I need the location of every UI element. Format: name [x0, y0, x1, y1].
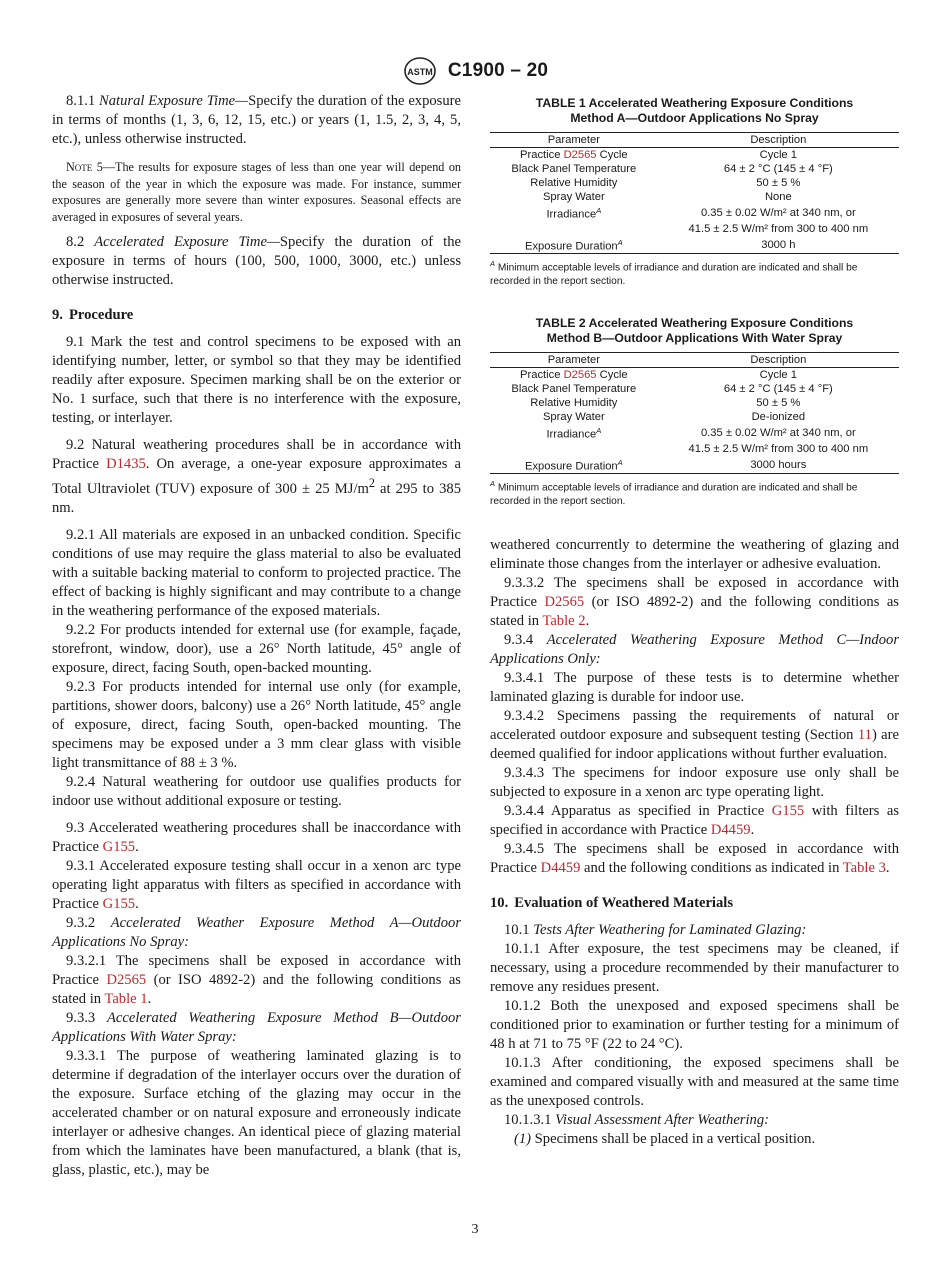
section-9-3-3-1-continued: weathered concurrently to determine the weathering of glazing and eliminate those changes from the interlayer or adhesive evaluation.: [490, 537, 899, 572]
table-2: [490, 316, 899, 508]
svg-text:ASTM: ASTM: [407, 67, 433, 77]
section-9-3-3-2: 9.3.3.2 The specimens shall be exposed in accordance with Practice D2565 (or ISO 4892-2) and the following conditions as stated in Table 2.: [490, 575, 899, 629]
table-2-footnote: $^A$ Minimum acceptable levels of irradiance and duration are indicated and shall be recorded in the report section.: [490, 479, 858, 507]
table-row: 41.5 ± 2.5 W/m² from 300 to 400 nm: [688, 222, 869, 235]
page-number: 3: [471, 1222, 479, 1237]
table-1-grid: [490, 132, 899, 254]
section-9-heading: 9. Procedure: [52, 307, 134, 323]
section-9-2-3: 9.2.3 For products intended for internal use only (for example, partitions, shower doors, balcony) use a 26° North latitude, 45° angle of exposure, direct, facing South, open-backed mounting. The specimens may be exposed under a 3 mm clear glass with visible light transmittance of 88 ± 3 %.: [52, 678, 461, 771]
section-9-2-1: 9.2.1 All materials are exposed in an unbacked condition. Specific conditions of use may require the glass material to also be evaluated with a suitable backing material to conform to projected practice. The effect of backing is highly significant and may contribute to a change in the weathering performance of the exposed materials.: [52, 526, 461, 619]
column-header: Description: [658, 353, 899, 368]
table-row: Relative Humidity 50 ± 5 %: [530, 397, 801, 409]
table-row: Spray Water De-ionized: [542, 411, 806, 423]
table-2-caption: TABLE 2 Accelerated Weathering Exposure Conditions Method B—Outdoor Applications With Water Spray: [535, 316, 854, 345]
section-10-heading: 10. Evaluation of Weathered Materials: [490, 895, 734, 911]
document-id: C1900 – 20: [447, 60, 549, 81]
table-row: Black Panel Temperature 64 ± 2 °C (145 ± 4 °F): [511, 163, 833, 175]
column-header: Description: [658, 133, 899, 148]
section-9-3-2-1: 9.3.2.1 The specimens shall be exposed in accordance with Practice D2565 (or ISO 4892-2) and the following conditions as stated in Table 1.: [52, 952, 461, 1007]
section-10-1-2: 10.1.2 Both the unexposed and exposed specimens shall be conditioned prior to examination or further testing for a minimum of 48 h at 71 to 75 °F (22 to 24 °C).: [490, 998, 899, 1052]
table-1: [490, 96, 899, 288]
g155-link[interactable]: G155: [102, 895, 136, 912]
table-1-footnote: $^A$ Minimum acceptable levels of irradiance and duration are indicated and shall be recorded in the report section.: [490, 259, 858, 287]
section-9-3-4-3: 9.3.4.3 The specimens for indoor exposure use only shall be subjected to exposure in a xenon arc type operating light.: [490, 765, 899, 800]
left-column: [52, 92, 461, 1180]
d4459-link[interactable]: D4459: [540, 860, 581, 876]
d2565-link[interactable]: D2565: [544, 594, 585, 610]
table-row: Relative Humidity 50 ± 5 %: [530, 177, 801, 189]
table-row: Irradiance$^A$ 0.35 ± 0.02 W/m² at 340 nm, or: [546, 426, 856, 441]
table-row: Exposure Duration$^A$ 3000 h: [490, 236, 899, 254]
table-row: Spray Water None: [542, 191, 792, 203]
section-9-3-1: 9.3.1 Accelerated exposure testing shall occur in a xenon arc type operating light apparatus with filters as specified in accordance with Practice G155.: [52, 857, 461, 912]
table-row: Black Panel Temperature 64 ± 2 °C (145 ± 4 °F): [511, 383, 833, 395]
section-10-1: 10.1 Tests After Weathering for Laminated Glazing:: [504, 922, 807, 938]
section-9-3-4-4: 9.3.4.4 Apparatus as specified in Practice G155 with filters as specified in accordance with Practice D4459.: [490, 803, 900, 838]
section-8-2: 8.2 Accelerated Exposure Time—Specify the duration of the exposure in terms of hours (100, 500, 1000, 3000, etc.) unless otherwise instructed.: [52, 234, 461, 288]
section-10-1-1: 10.1.1 After exposure, the test specimens may be cleaned, if necessary, using a procedure recommended by their manufacturer to remove any residues present.: [490, 941, 899, 995]
section-9-3-4: 9.3.4 Accelerated Weathering Exposure Method C—Indoor Applications Only:: [490, 632, 899, 667]
table-row: Irradiance$^A$ 0.35 ± 0.02 W/m² at 340 nm, or: [546, 206, 856, 221]
section-9-3-4-5: 9.3.4.5 The specimens shall be exposed in accordance with Practice D4459 and the following conditions as indicated in Table 3.: [490, 841, 899, 876]
section-9-3-4-1: 9.3.4.1 The purpose of these tests is to determine whether laminated glazing is durable for indoor use.: [490, 670, 899, 705]
table-2-grid: [490, 352, 899, 474]
d2565-link[interactable]: D2565: [563, 369, 597, 381]
table-row: Practice D2565 Cycle Cycle 1: [520, 369, 797, 381]
astm-logo-icon: [402, 56, 438, 86]
d4459-link[interactable]: D4459: [710, 822, 751, 838]
table-1-link[interactable]: Table 1: [104, 990, 148, 1007]
section-9-3-3: 9.3.3 Accelerated Weathering Exposure Method B—Outdoor Applications With Water Spray:: [52, 1009, 461, 1045]
section-9-2: 9.2 Natural weathering procedures shall be in accordance with Practice D1435. On average, a one-year exposure approximates a Total Ultraviolet (TUV) exposure of 300 ± 25 $MJ/m^2$ at 295 to 385 nm.: [52, 437, 461, 516]
section-9-3-4-2: 9.3.4.2 Specimens passing the requirements of natural or accelerated outdoor exposure and subsequent testing (Section 11) are deemed qualified for indoor applications without further evaluation.: [490, 708, 899, 762]
column-header: Parameter: [490, 133, 658, 148]
table-row: Exposure Duration$^A$ 3000 hours: [490, 456, 899, 474]
page-header: [0, 56, 950, 86]
section-10-1-3-1: 10.1.3.1 Visual Assessment After Weathering:: [504, 1112, 769, 1128]
section-8-1-1: 8.1.1 Natural Exposure Time—Specify the duration of the exposure in terms of months (1, 3, 6, 12, 15, etc.) or years (1, 1.5, 2, 3, 4, 5, etc.), unless otherwise instructed.: [52, 93, 461, 147]
section-9-1: 9.1 Mark the test and control specimens to be exposed with an identifying number, letter, or symbol so that they may be identified readily after exposure. Specimen marking shall be on the exterior or No. 1 surface, such that there is no interference with the exposure, testing, or interlayer.: [52, 334, 461, 426]
section-9-3: 9.3 Accelerated weathering procedures shall be inaccordance with Practice G155.: [52, 819, 461, 855]
table-row: 41.5 ± 2.5 W/m² from 300 to 400 nm: [688, 442, 869, 455]
section-9-3-2: 9.3.2 Accelerated Weather Exposure Method A—Outdoor Applications No Spray:: [52, 914, 461, 950]
section-10-1-3: 10.1.3 After conditioning, the exposed specimens shall be examined and compared visually with and measured at the same time as the unexposed controls.: [490, 1055, 899, 1109]
table-row: Practice D2565 Cycle Cycle 1: [520, 149, 797, 161]
table-2-link[interactable]: Table 2: [542, 613, 586, 629]
d2565-link[interactable]: D2565: [106, 971, 147, 988]
list-item: (1) Specimens shall be placed in a vertical position.: [514, 1131, 816, 1147]
section-9-2-4: 9.2.4 Natural weathering for outdoor use qualifies products for indoor use without additional exposure or testing.: [52, 773, 461, 809]
table-3-link[interactable]: Table 3: [842, 860, 886, 876]
d2565-link[interactable]: D2565: [563, 149, 597, 161]
right-column: [490, 536, 899, 1149]
note-5: Note 5—The results for exposure stages of less than one year will depend on the season of the year in which the exposure was made. For instance, summer exposures are generally more severe than winter exposures. Seasonal effects are averaged in exposures of several years.: [52, 160, 462, 224]
d1435-link[interactable]: D1435: [106, 456, 146, 472]
g155-link[interactable]: G155: [102, 838, 136, 855]
column-header: Parameter: [490, 353, 658, 368]
section-9-3-3-1: 9.3.3.1 The purpose of weathering laminated glazing is to determine if degradation of the interlayer occurs over the duration of the exposure. Surface etching of the glazing may occur in the accelerated chamber or on natural exposure and erroneously indicate interlayer or adhesive changes. An identical piece of glazing material from which the laminates have been manufactured, a blank (that is, glass, plastic, etc.), may be: [52, 1047, 461, 1178]
table-1-caption: TABLE 1 Accelerated Weathering Exposure Conditions Method A—Outdoor Applications No Spray: [535, 96, 854, 125]
g155-link[interactable]: G155: [771, 803, 805, 819]
section-9-2-2: 9.2.2 For products intended for external use (for example, façade, storefront, window, door), use a 26° North latitude, 45° angle of exposure, direct, facing South, open-backed mounting.: [52, 621, 461, 676]
section-11-link[interactable]: 11: [857, 727, 872, 743]
